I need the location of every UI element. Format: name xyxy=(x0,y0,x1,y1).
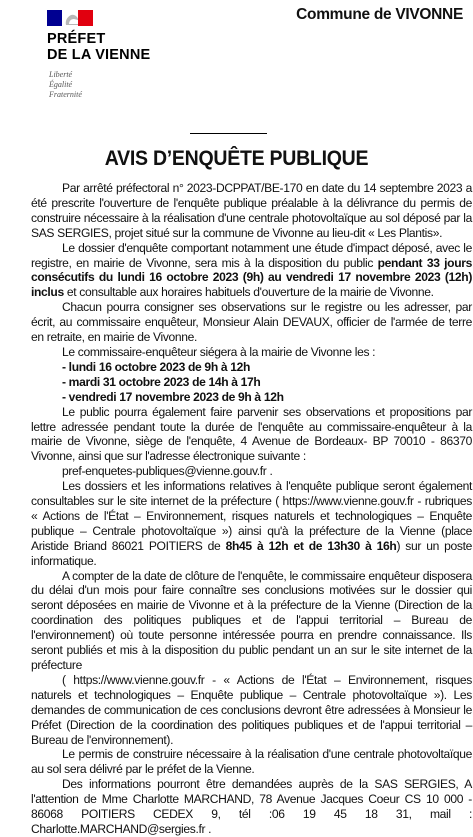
paragraph: Chacun pourra consigner ses observations sur le registre ou les adresser, par écrit, au commissaire enquêteur, Monsieur Alain DEVAUX, officier de l'armée de terre en retraite, en mairie de Vivonne. xyxy=(31,300,472,345)
paragraph-text: ) sur un poste informatique. xyxy=(31,538,473,568)
paragraph: Le public pourra également faire parvenir ses observations et propositions par lettre adressée pendant toute la durée de l'enquête au commissaire-enquêteur à la mairie de Vivonne, siège de l'enquête, 4 Avenue de Bordeaux- BP 70010 - 86370 Vivonne, ainsi que sur l'adresse électronique suivante : xyxy=(31,404,472,464)
prefecture-name xyxy=(47,31,177,63)
notice-body xyxy=(31,181,472,837)
paragraph-text: Le dossier d'enquête comportant notamment une étude d'impact déposé, avec le registre, en mairie de Vivonne, sera mis à la disposition du public xyxy=(31,240,472,270)
session-date: - mardi 31 octobre 2023 de 14h à 17h xyxy=(62,374,261,389)
paragraph: Le commissaire-enquêteur siégera à la mairie de Vivonne les : xyxy=(62,344,376,359)
opening-hours: 8h45 à 12h et de 13h30 à 16h xyxy=(225,538,397,553)
motto-line: Liberté xyxy=(49,70,73,79)
paragraph: Par arrêté préfectoral n° 2023-DCPPAT/BE-170 en date du 14 septembre 2023 a été prescrite l'ouverture de l'enquête publique préalable à la délivrance du permis de construire nécessaire à la réalisation d'une centrale photovoltaïque au sol déposé par la SAS SERGIES, projet situé sur la commune de Vivonne au lieu-dit « Les Plantis». xyxy=(31,181,472,240)
session-dates xyxy=(31,360,472,405)
paragraph: ( https://www.vienne.gouv.fr - « Actions de l'État – Environnement, risques naturels et technologiques – Enquête publique – Centrale photovoltaïque »). Les demandes de communication de ces conclusions devront être adressées à Monsieur le Préfet (Direction de la coordination des politiques publiques et de l'appui territorial – Bureau de l'environnement). xyxy=(31,672,472,747)
republic-motto xyxy=(49,70,129,100)
contact-email: pref-enquetes-publiques@vienne.gouv.fr . xyxy=(62,464,273,479)
notice-title: AVIS D’ENQUÊTE PUBLIQUE xyxy=(104,147,369,170)
commune-heading: Commune de VIVONNE xyxy=(296,6,463,23)
prefecture-line: DE LA VIENNE xyxy=(47,47,151,63)
session-date: - vendredi 17 novembre 2023 de 9h à 12h xyxy=(62,389,284,404)
consultation-period: pendant 33 jours consécutifs du lundi 16 octobre 2023 (9h) au vendredi 17 novembre 2023 (12h) inclus xyxy=(31,255,472,300)
paragraph xyxy=(31,479,472,568)
paragraph-text: et consultable aux horaires habituels d'ouverture de la mairie de Vivonne. xyxy=(63,285,434,300)
paragraph: Des informations pourront être demandées auprès de la SAS SERGIES, A l'attention de Mme Charlotte MARCHAND, 78 Avenue Jacques Coeur CS 10 000 - 86068 POITIERS CEDEX 9, tél :06 19 45 18 31, mail : Charlotte.MARCHAND@sergies.fr . xyxy=(31,777,472,836)
divider xyxy=(190,133,267,134)
paragraph: Le permis de construire nécessaire à la réalisation d'une centrale photovoltaïque au sol sera délivré par le préfet de la Vienne. xyxy=(31,747,472,777)
paragraph xyxy=(31,241,472,301)
session-date: - lundi 16 octobre 2023 de 9h à 12h xyxy=(62,359,251,374)
prefecture-line: PRÉFET xyxy=(47,31,106,47)
paragraph: A compter de la date de clôture de l'enquête, le commissaire enquêteur disposera du délai d'un mois pour faire connaître ses conclusions motivées sur le dossier qui seront déposées en mairie de Vivonne et à la préfecture de la Vienne (Direction de la coordination des politiques publiques et de l'appui territorial – Bureau de l'environnement) où toute personne intéressée pourra en prendre connaissance. Ils seront publiés et mis à la disposition du public pendant un an sur le site internet de la préfecture xyxy=(31,568,472,672)
paragraph-text: Les dossiers et les informations relatives à l'enquête publique seront également consultables sur le site internet de la préfecture ( https://www.vienne.gouv.fr - rubriques « Actions de l'État – Environnement, risques naturels et technologiques – Enquête publique – Centrale photovoltaïque ») ainsi qu'à la préfecture de la Vienne (place Aristide Briand 86021 POITIERS de xyxy=(31,479,472,553)
motto-line: Égalité xyxy=(49,80,73,89)
motto-line: Fraternité xyxy=(49,90,82,99)
